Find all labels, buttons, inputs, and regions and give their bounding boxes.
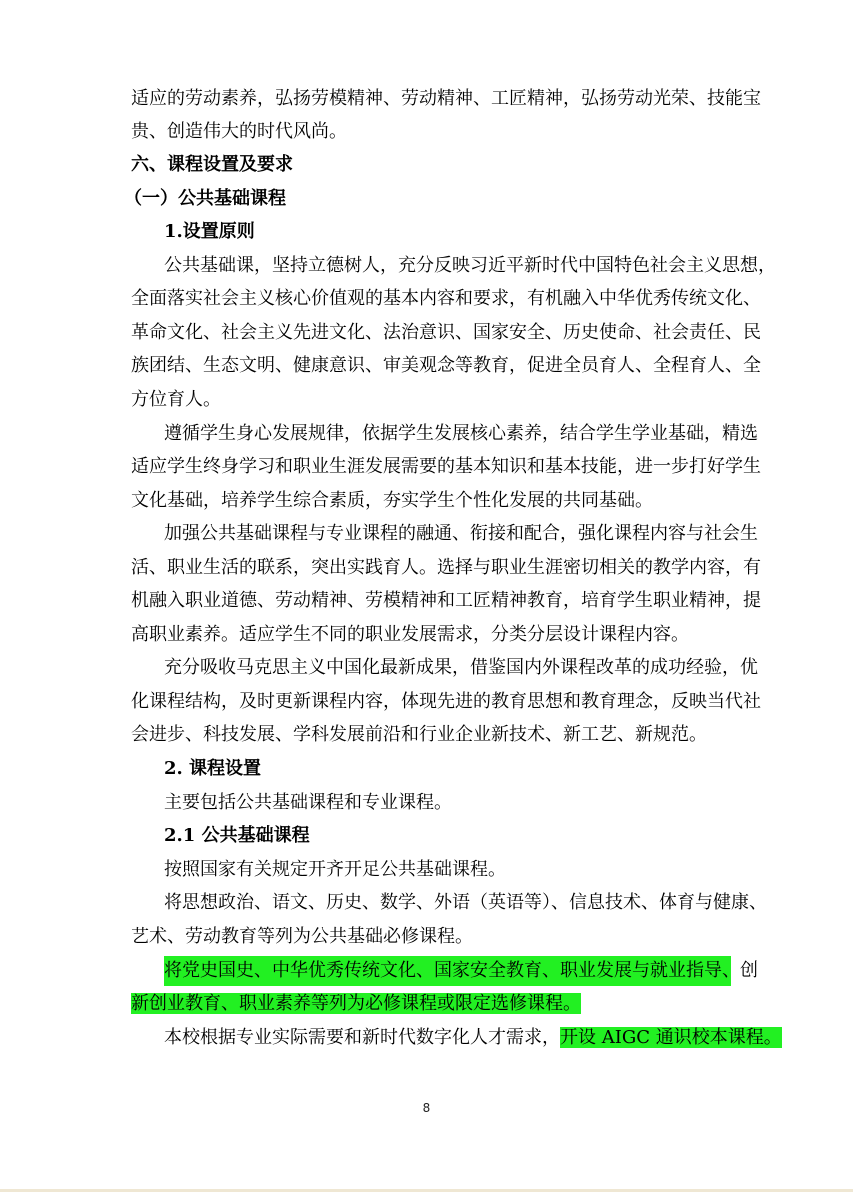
paragraph-line: 机融入职业道德、劳动精神、劳模精神和工匠精神教育，培育学生职业精神，提: [131, 590, 761, 611]
paragraph-line: 化课程结构，及时更新课程内容，体现先进的教育思想和教育理念，反映当代社: [131, 691, 761, 712]
subsubsection-heading: 2. 课程设置: [164, 758, 262, 779]
paragraph-line: 加强公共基础课程与专业课程的融通、衔接和配合，强化课程内容与社会生: [164, 523, 758, 544]
paragraph-line: [131, 989, 731, 1019]
section-heading: 六、课程设置及要求: [131, 154, 293, 175]
paragraph-line: 遵循学生身心发展规律，依据学生发展核心素养，结合学生学业基础，精选: [164, 423, 758, 444]
paragraph-line: 贵、创造伟大的时代风尚。: [131, 121, 347, 142]
paragraph-line: 族团结、生态文明、健康意识、审美观念等教育，促进全员育人、全程育人、全: [131, 355, 761, 376]
highlighted-line: 将党史国史、中华优秀传统文化、国家安全教育、职业发展与就业指导、创: [164, 956, 731, 986]
paragraph-line: 会进步、科技发展、学科发展前沿和行业企业新技术、新工艺、新规范。: [131, 724, 707, 745]
paragraph-line: [164, 1023, 782, 1053]
paragraph-line: 适应的劳动素养，弘扬劳模精神、劳动精神、工匠精神，弘扬劳动光荣、技能宝: [131, 88, 761, 109]
highlighted-text: 新创业教育、职业素养等列为必修课程或限定选修课程。: [131, 993, 581, 1014]
paragraph-line: 活、职业生活的联系，突出实践育人。选择与职业生涯密切相关的教学内容，有: [131, 557, 761, 578]
subsubsection-heading: 2.1 公共基础课程: [164, 825, 310, 846]
paragraph-line: 适应学生终身学习和职业生涯发展需要的基本知识和基本技能，进一步打好学生: [131, 456, 761, 477]
paragraph-line: 文化基础，培养学生综合素质，夯实学生个性化发展的共同基础。: [131, 490, 653, 511]
paragraph-line: 公共基础课，坚持立德树人，充分反映习近平新时代中国特色社会主义思想，: [164, 255, 776, 276]
highlighted-text: 开设 AIGC 通识校本课程。: [560, 1027, 782, 1048]
paragraph-line: 革命文化、社会主义先进文化、法治意识、国家安全、历史使命、社会责任、民: [131, 322, 761, 343]
paragraph-line: 艺术、劳动教育等列为公共基础必修课程。: [131, 926, 473, 947]
paragraph-line: 方位育人。: [131, 389, 221, 410]
paragraph-line: 将思想政治、语文、历史、数学、外语（英语等）、信息技术、体育与健康、: [164, 892, 767, 913]
paragraph-line: 全面落实社会主义核心价值观的基本内容和要求，有机融入中华优秀传统文化、: [131, 288, 761, 309]
paragraph-line: 主要包括公共基础课程和专业课程。: [164, 792, 452, 813]
paragraph-line: 充分吸收马克思主义中国化最新成果，借鉴国内外课程改革的成功经验，优: [164, 657, 758, 678]
page-number: 8: [422, 1101, 431, 1115]
paragraph-line: 高职业素养。适应学生不同的职业发展需求，分类分层设计课程内容。: [131, 624, 689, 645]
paragraph-line: 按照国家有关规定开齐开足公共基础课程。: [164, 859, 506, 880]
paragraph-text: 本校根据专业实际需要和新时代数字化人才需求，: [164, 1027, 560, 1048]
subsubsection-heading: 1.设置原则: [164, 221, 255, 242]
footer-rule: [0, 1189, 853, 1192]
subsection-heading: （一）公共基础课程: [124, 188, 286, 209]
